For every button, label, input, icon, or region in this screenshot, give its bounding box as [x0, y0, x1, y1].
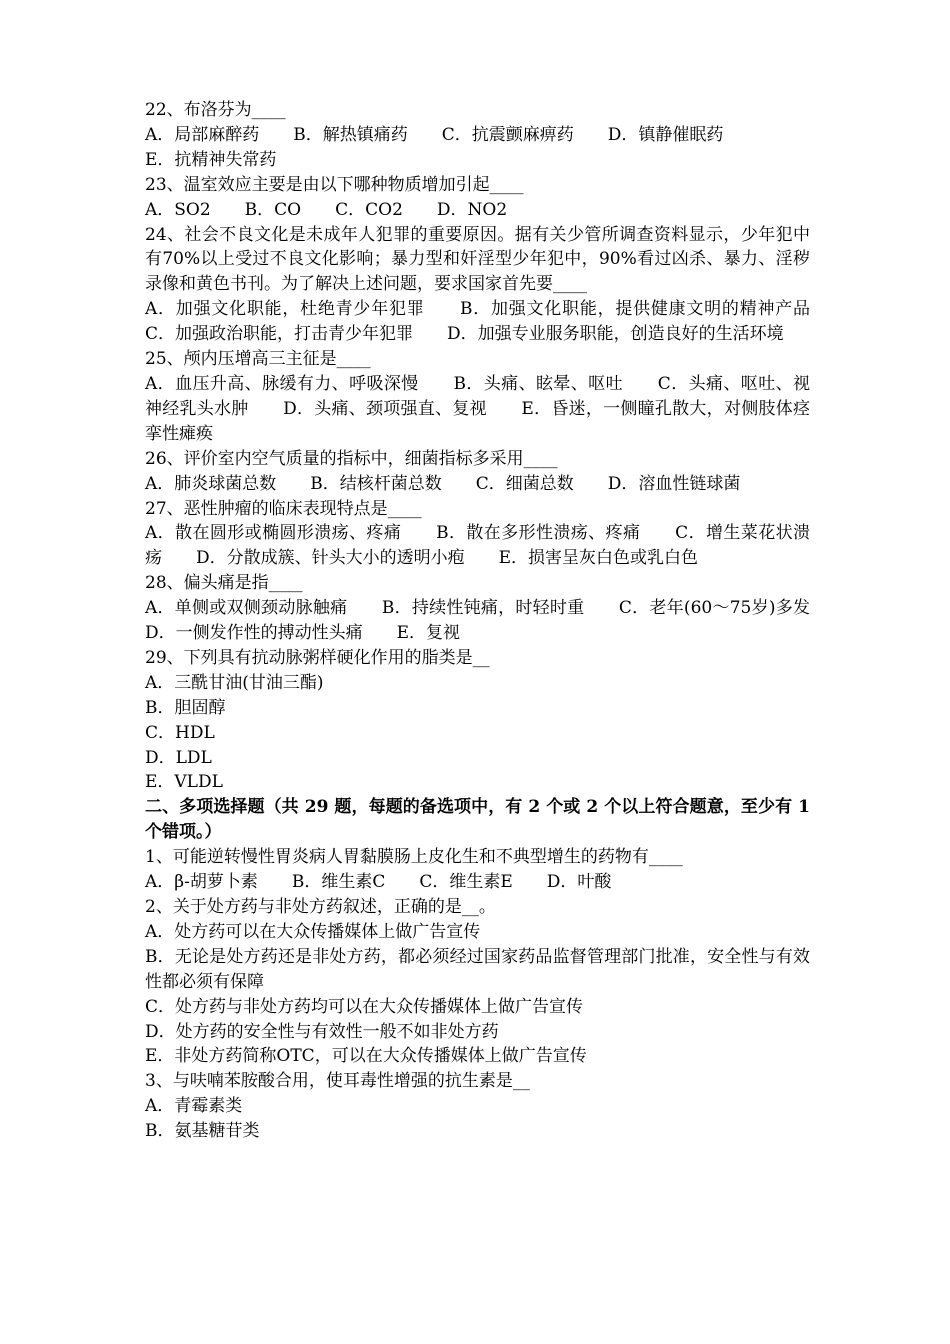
- mq-2: 2、关于处方药与非处方药叙述，正确的是__。: [145, 897, 496, 917]
- question-29: 29、下列具有抗动脉粥样硬化作用的脂类是__: [145, 647, 490, 668]
- options-22-e: E．抗精神失常药: [145, 149, 277, 170]
- option-29-e: E．VLDL: [145, 772, 223, 793]
- question-25: 25、颅内压增高三主征是____: [145, 349, 371, 370]
- question-23: 23、温室效应主要是由以下哪种物质增加引起____: [145, 174, 524, 195]
- mq-1: 1、可能逆转慢性胃炎病人胃黏膜肠上皮化生和不典型增生的药物有____: [145, 847, 683, 868]
- option-mq-2-d: D．处方药的安全性与有效性一般不如非处方药: [145, 1021, 499, 1042]
- question-28: 28、偏头痛是指____: [145, 573, 303, 594]
- mq-3: 3、与呋喃苯胺酸合用，使耳毒性增强的抗生素是__: [145, 1071, 530, 1092]
- option-mq-2-c: C．处方药与非处方药均可以在大众传播媒体上做广告宣传: [145, 996, 584, 1017]
- options-mq-1: A．β-胡萝卜素 B．维生素C C．维生素E D．叶酸: [145, 872, 612, 893]
- option-mq-2-e: E．非处方药简称OTC，可以在大众传播媒体上做广告宣传: [145, 1046, 587, 1067]
- option-mq-2-b: B．无论是处方药还是非处方药，都必须经过国家药品监督管理部门批准，安全性与有效性都必须有保障: [145, 946, 810, 992]
- option-29-d: D．LDL: [145, 747, 212, 768]
- question-24: 24、社会不良文化是未成年人犯罪的重要原因。据有关少管所调查资料显示，少年犯中有70%以上受过不良文化影响；暴力型和奸淫型少年犯中，90%看过凶杀、暴力、淫秽录像和黄色书刊。为了解决上述问题，要求国家首先要____: [145, 224, 810, 295]
- options-25: A．血压升高、脉缓有力、呼吸深慢 B．头痛、眩晕、呕吐 C．头痛、呕吐、视神经乳头水肿 D．头痛、颈项强直、复视 E．昏迷，一侧瞳孔散大，对侧肢体痉挛性瘫痪: [145, 373, 810, 444]
- options-24: A．加强文化职能，杜绝青少年犯罪 B．加强文化职能，提供健康文明的精神产品 C．加强政治职能，打击青少年犯罪 D．加强专业服务职能，创造良好的生活环境: [145, 299, 844, 345]
- options-28: A．单侧或双侧颈动脉触痛 B．持续性钝痛，时轻时重 C．老年(60～75岁)多发 D．一侧发作性的搏动性头痛 E．复视: [145, 598, 844, 644]
- section-heading-multiple-choice: 二、多项选择题（共 29 题，每题的备选项中，有 2 个或 2 个以上符合题意，至少有 1 个错项。）: [145, 797, 810, 843]
- option-mq-2-a: A．处方药可以在大众传播媒体上做广告宣传: [145, 921, 481, 942]
- document-body: [145, 98, 844, 1144]
- options-27: A．散在圆形或椭圆形溃疡、疼痛 B．散在多形性溃疡、疼痛 C．增生菜花状溃疡 D．分散成簇、针头大小的透明小疱 E．损害呈灰白色或乳白色: [145, 523, 810, 569]
- options-26: A．肺炎球菌总数 B．结核杆菌总数 C．细菌总数 D．溶血性链球菌: [145, 473, 741, 494]
- question-22: 22、布洛芬为____: [145, 100, 286, 120]
- option-mq-3-b: B．氨基糖苷类: [145, 1121, 260, 1142]
- option-mq-3-a: A．青霉素类: [145, 1096, 243, 1117]
- question-26: 26、评价室内空气质量的指标中，细菌指标多采用____: [145, 448, 558, 469]
- option-29-c: C．HDL: [145, 722, 215, 743]
- option-29-a: A．三酰甘油(甘油三酯): [145, 672, 324, 693]
- options-23: A．SO2 B．CO C．CO2 D．NO2: [145, 199, 508, 220]
- question-27: 27、恶性肿瘤的临床表现特点是____: [145, 498, 422, 519]
- option-29-b: B．胆固醇: [145, 697, 226, 718]
- options-22-a-d: A．局部麻醉药 B．解热镇痛药 C．抗震颤麻痹药 D．镇静催眠药: [145, 124, 724, 145]
